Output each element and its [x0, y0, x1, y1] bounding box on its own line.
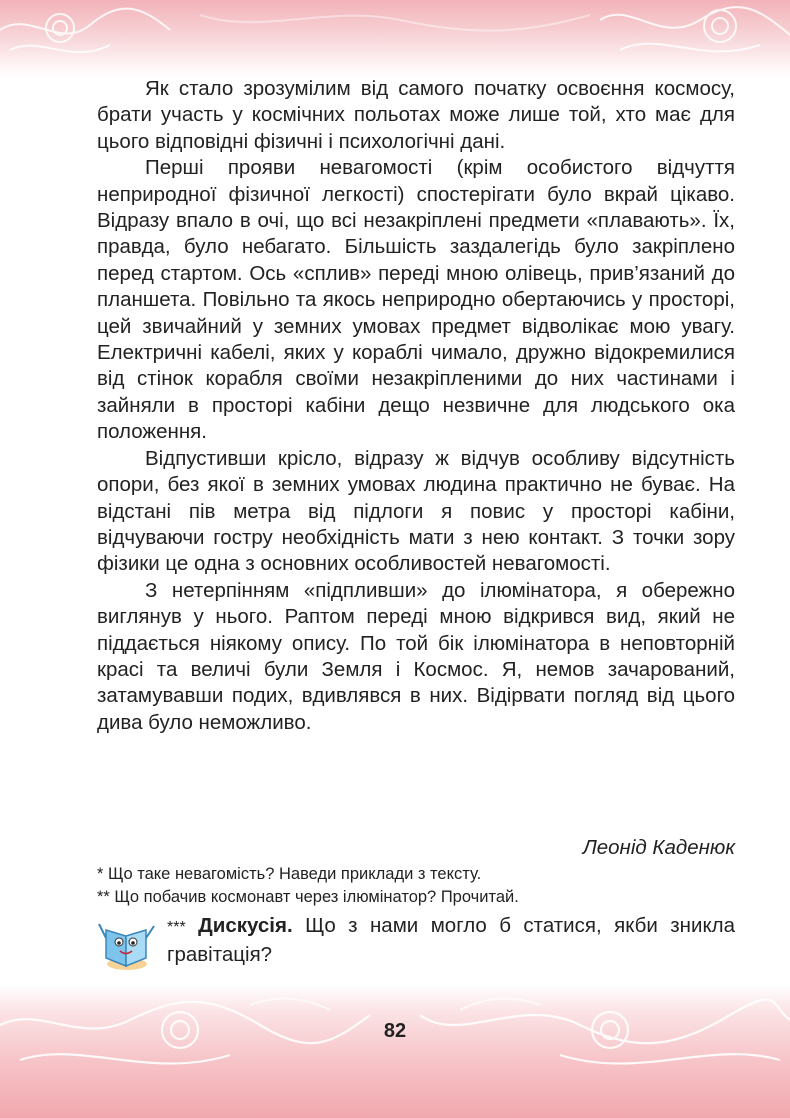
- page-number: 82: [383, 1020, 407, 1042]
- paragraph-1: Як стало зрозумілим від самого початку освоєння космосу, брати участь у космічних польотах може лише той, хто має для цього відповідні фізичні і психологічні дані.: [97, 77, 735, 153]
- bottom-ornament-band: [0, 985, 790, 1118]
- paragraph-3: Відпустивши крісло, відразу ж відчув особливу відсутність опори, без якої в земних умовах людина практично не буває. На відстані пів метра від підлоги я повис у просторі кабіни, відчуваючи гостру необхідність мати з нею контакт. З точки зору фізики це одна з основних особливостей невагомості.: [97, 446, 735, 576]
- discussion-stars: ***: [167, 919, 186, 936]
- top-ornament-band: [0, 0, 790, 78]
- author-signature: Леонід Каденюк: [582, 836, 735, 859]
- top-floral-ornament: [0, 0, 790, 78]
- question-2: ** Що побачив космонавт через ілюмінатор? Прочитай.: [97, 888, 519, 906]
- bottom-floral-ornament: [0, 985, 790, 1118]
- book-mascot-icon: [98, 916, 156, 979]
- discussion-text: Що з нами могло б статися, якби зникла гравітація?: [167, 914, 735, 966]
- question-1: * Що таке невагомість? Наведи приклади з тексту.: [97, 865, 482, 883]
- paragraph-4: З нетерпінням «підпливши» до ілюмінатора, я обережно виглянув у нього. Раптом переді мною відкрився вид, який не піддається ніякому опису. По той бік ілюмінатора в неповторній красі та величі були Земля і Космос. Я, немов зачарований, затамувавши подих, вдивлявся в них. Відірвати погляд від цього дива було неможливо.: [97, 578, 735, 734]
- discussion-label: Дискусія.: [198, 914, 293, 937]
- story-text: [97, 76, 735, 736]
- discussion-task: [167, 912, 735, 968]
- paragraph-2: Перші прояви невагомості (крім особистого відчуття неприродної фізичної легкості) спостерігати було вкрай цікаво. Відразу впало в очі, що всі незакріплені предмети «плавають». Їх, правда, було небагато. Більшість заздалегідь було закріплено перед стартом. Ось «сплив» переді мною олівець, прив’язаний до планшета. Повільно та якось неприродно обертаючись у просторі, цей звичайний у земних умовах предмет відволікає мою увагу. Електричні кабелі, яких у кораблі чимало, дружно відокремилися від стінок корабля своїми незакріпленими до них частинами і зайняли в просторі кабіни дещо незвичне для людського ока положення.: [97, 156, 735, 444]
